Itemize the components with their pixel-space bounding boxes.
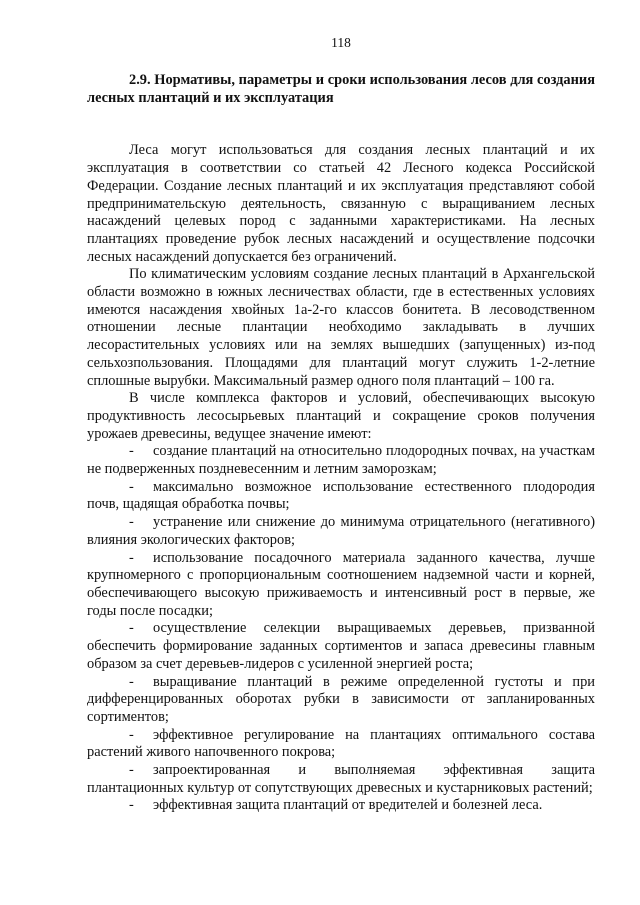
list-item-text: использование посадочного материала заданного качества, лучше крупномерного с пропорциональным соотношением надземной части и корней, обеспечивающего высокую приживаемость и интенсивный рост в первые, же годы после посадки; [87, 549, 595, 619]
list-item [87, 620, 595, 673]
list-marker: - [129, 726, 134, 743]
list-item-text: эффективное регулирование на плантациях оптимального состава растений живого напочвенного покрова; [87, 726, 595, 761]
list-item [87, 727, 595, 762]
list-marker: - [129, 762, 134, 779]
paragraph: В числе комплекса факторов и условий, обеспечивающих высокую продуктивность лесосырьевых плантаций и сокращение сроков получения урожаев древесины, ведущее значение имеют: [87, 390, 595, 442]
list-marker: - [129, 620, 134, 637]
list-item [87, 674, 595, 727]
list-item-text: выращивание плантаций в режиме определенной густоты и при дифференцированных оборотах рубки в зависимости от запланированных сортиментов; [87, 673, 595, 725]
list-marker: - [129, 478, 134, 495]
factor-list [87, 443, 595, 815]
list-item [87, 514, 595, 549]
list-marker: - [129, 673, 134, 690]
list-item [87, 550, 595, 621]
paragraph: По климатическим условиям создание лесных плантаций в Архангельской области возможно в южных лесничествах области, где в естественных условиях имеются насаждения хвойных 1а-2-го классов бонитета. В лесоводственном отношении лесные плантации необходимо закладывать в лучших лесорастительных условиях или на землях вышедших (запущенных) из-под сельхозпользования. Площадями для плантаций могут служить 1-2-летние сплошные вырубки. Максимальный размер одного поля плантаций – 100 га. [87, 266, 595, 389]
page-number: 118 [331, 35, 351, 50]
section-heading: 2.9. Нормативы, параметры и сроки использования лесов для создания лесных плантаций и их эксплуатация [87, 72, 595, 106]
list-item-text: эффективная защита плантаций от вредителей и болезней леса. [153, 797, 543, 814]
list-item [87, 443, 595, 478]
list-marker: - [129, 443, 134, 460]
list-item-text: создание плантаций на относительно плодородных почвах, на участкам не подверженных поздневесенним и летним заморозкам; [87, 443, 595, 478]
list-item [87, 479, 595, 514]
list-item [87, 762, 595, 797]
list-marker: - [129, 797, 134, 814]
list-item-text: осуществление селекции выращиваемых деревьев, призванной обеспечить формирование заданных сортиментов и запаса древесины главным образом за счет деревьев-лидеров с усиленной энергией роста; [87, 620, 595, 672]
list-marker: - [129, 549, 134, 566]
list-item-text: максимально возможное использование естественного плодородия почв, щадящая обработка почвы; [87, 478, 595, 513]
list-item [87, 797, 595, 815]
paragraph: Леса могут использоваться для создания лесных плантаций и их эксплуатация в соответствии со статьей 42 Лесного кодекса Российской Федерации. Создание лесных плантаций и их эксплуатация представляют собой предпринимательскую деятельность, связанную с выращиванием лесных насаждений целевых пород с заданными характеристиками. На лесных плантациях проведение рубок лесных насаждений и осуществление подсочки лесных насаждений допускается без ограничений. [87, 142, 595, 265]
list-marker: - [129, 514, 134, 531]
list-item-text: устранение или снижение до минимума отрицательного (негативного) влияния экологических факторов; [87, 514, 595, 548]
list-item-text: запроектированная и выполняемая эффективная защита плантационных культур от сопутствующих древесных и кустарниковых растений; [87, 762, 595, 796]
